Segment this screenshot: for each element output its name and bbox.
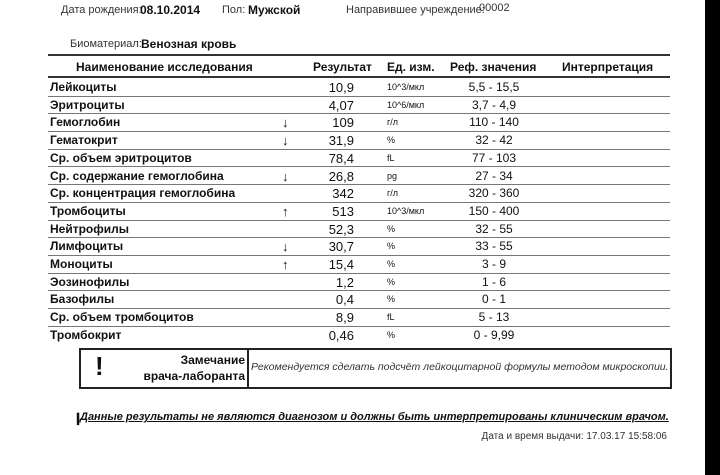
result-value: 78,4 bbox=[328, 150, 354, 166]
unit: г/л bbox=[387, 117, 399, 128]
table-top-rule bbox=[48, 54, 670, 56]
flag-arrow-icon: ↓ bbox=[282, 115, 289, 131]
table-row bbox=[48, 184, 670, 203]
unit: % bbox=[387, 241, 396, 252]
sex-value: Мужской bbox=[248, 3, 301, 17]
biomaterial-label: Биоматериал: bbox=[70, 38, 142, 50]
test-name: Эритроциты bbox=[50, 97, 125, 112]
table-row bbox=[48, 308, 670, 327]
result-value: 31,9 bbox=[328, 133, 354, 149]
header-ref: Реф. значения bbox=[450, 60, 537, 74]
flag-arrow-icon: ↑ bbox=[282, 203, 289, 219]
result-value: 342 bbox=[332, 186, 354, 202]
unit: fL bbox=[387, 152, 395, 163]
table-row bbox=[48, 237, 670, 256]
reference-range: 5 - 13 bbox=[478, 310, 510, 325]
header-interpretation: Интерпретация bbox=[562, 60, 654, 74]
reference-range: 77 - 103 bbox=[471, 150, 517, 165]
header-name: Наименование исследования bbox=[76, 60, 253, 74]
biomaterial-value: Венозная кровь bbox=[141, 37, 237, 51]
result-value: 1,2 bbox=[335, 274, 354, 290]
unit: г/л bbox=[387, 188, 399, 199]
reference-range: 1 - 6 bbox=[481, 274, 506, 289]
test-name: Моноциты bbox=[50, 257, 113, 271]
test-name: Лимфоциты bbox=[50, 239, 124, 254]
remark-divider bbox=[247, 350, 249, 387]
reference-range: 5,5 - 15,5 bbox=[468, 80, 520, 94]
unit: fL bbox=[387, 312, 395, 323]
unit: 10^3/мкл bbox=[387, 82, 425, 92]
test-name: Нейтрофилы bbox=[50, 221, 130, 236]
table-row bbox=[48, 326, 670, 344]
reference-range: 27 - 34 bbox=[475, 168, 513, 183]
sex-label: Пол: bbox=[222, 4, 246, 16]
result-value: 10,9 bbox=[328, 80, 354, 95]
unit: pg bbox=[387, 170, 398, 181]
table-row bbox=[48, 78, 670, 97]
test-name: Ср. содержание гемоглобина bbox=[50, 168, 224, 183]
warning-mark-icon: ❙ bbox=[73, 411, 84, 425]
test-name: Эозинофилы bbox=[50, 274, 130, 289]
test-name: Ср. объем эритроцитов bbox=[50, 150, 192, 165]
remark-label-line1: Замечание bbox=[180, 353, 245, 367]
reference-range: 32 - 42 bbox=[475, 133, 513, 148]
reference-range: 33 - 55 bbox=[475, 239, 513, 254]
table-row bbox=[48, 290, 670, 309]
test-name: Ср. концентрация гемоглобина bbox=[50, 186, 236, 201]
result-value: 0,46 bbox=[328, 327, 354, 343]
birth-date-value: 08.10.2014 bbox=[140, 3, 201, 17]
test-name: Гематокрит bbox=[50, 133, 118, 148]
flag-arrow-icon: ↑ bbox=[282, 257, 289, 272]
table-row bbox=[48, 220, 670, 239]
test-name: Ср. объем тромбоцитов bbox=[50, 310, 194, 325]
birth-date-label: Дата рождения: bbox=[61, 4, 142, 16]
result-value: 4,07 bbox=[328, 97, 354, 113]
unit: 10^3/мкл bbox=[387, 205, 425, 216]
exclamation-icon: ! bbox=[95, 351, 104, 381]
flag-arrow-icon: ↓ bbox=[282, 239, 289, 255]
test-name: Гемоглобин bbox=[50, 115, 121, 130]
unit: % bbox=[387, 223, 396, 234]
result-value: 15,4 bbox=[328, 257, 354, 272]
table-row bbox=[48, 167, 670, 186]
result-value: 52,3 bbox=[328, 221, 354, 237]
test-name: Тромбоциты bbox=[50, 203, 126, 218]
reference-range: 0 - 9,99 bbox=[473, 327, 515, 342]
table-row bbox=[48, 255, 670, 274]
table-row bbox=[48, 131, 670, 150]
disclaimer-text: Данные результаты не являются диагнозом и должны быть интерпретированы клиническим врачом. bbox=[80, 411, 669, 423]
unit: % bbox=[387, 259, 396, 269]
header-unit: Ед. изм. bbox=[387, 60, 435, 74]
issued-datetime: Дата и время выдачи: 17.03.17 15:58:06 bbox=[481, 431, 667, 442]
table-row bbox=[48, 149, 670, 168]
reference-range: 110 - 140 bbox=[469, 115, 519, 130]
flag-arrow-icon: ↓ bbox=[282, 168, 289, 184]
test-name: Тромбокрит bbox=[50, 327, 122, 342]
result-value: 26,8 bbox=[328, 168, 354, 184]
result-value: 0,4 bbox=[335, 292, 354, 308]
test-name: Базофилы bbox=[50, 292, 115, 307]
table-row bbox=[48, 202, 670, 221]
unit: % bbox=[387, 294, 396, 305]
table-row bbox=[48, 273, 670, 292]
institution-value: 00002 bbox=[479, 2, 510, 14]
header-result: Результат bbox=[313, 60, 372, 74]
unit: 10^6/мкл bbox=[387, 99, 425, 110]
reference-range: 32 - 55 bbox=[475, 221, 513, 236]
result-value: 30,7 bbox=[328, 239, 354, 255]
result-value: 109 bbox=[332, 115, 354, 131]
unit: % bbox=[387, 135, 396, 146]
reference-range: 3,7 - 4,9 bbox=[471, 97, 517, 112]
institution-label: Направившее учреждение: bbox=[346, 4, 485, 16]
test-name: Лейкоциты bbox=[50, 80, 117, 94]
reference-range: 0 - 1 bbox=[481, 292, 506, 307]
reference-range: 3 - 9 bbox=[481, 257, 506, 271]
table-row bbox=[48, 113, 670, 132]
result-value: 8,9 bbox=[335, 310, 354, 326]
remark-label-line2: врача-лаборанта bbox=[143, 369, 245, 383]
remark-text: Рекомендуется сделать подсчёт лейкоцитарной формулы методом микроскопии. bbox=[251, 361, 669, 373]
table-row bbox=[48, 96, 670, 115]
flag-arrow-icon: ↓ bbox=[282, 133, 289, 149]
reference-range: 150 - 400 bbox=[468, 203, 520, 218]
unit: % bbox=[387, 329, 396, 340]
lab-remark-box bbox=[79, 348, 672, 389]
unit: % bbox=[387, 276, 396, 287]
reference-range: 320 - 360 bbox=[468, 186, 520, 201]
result-value: 513 bbox=[332, 203, 354, 219]
